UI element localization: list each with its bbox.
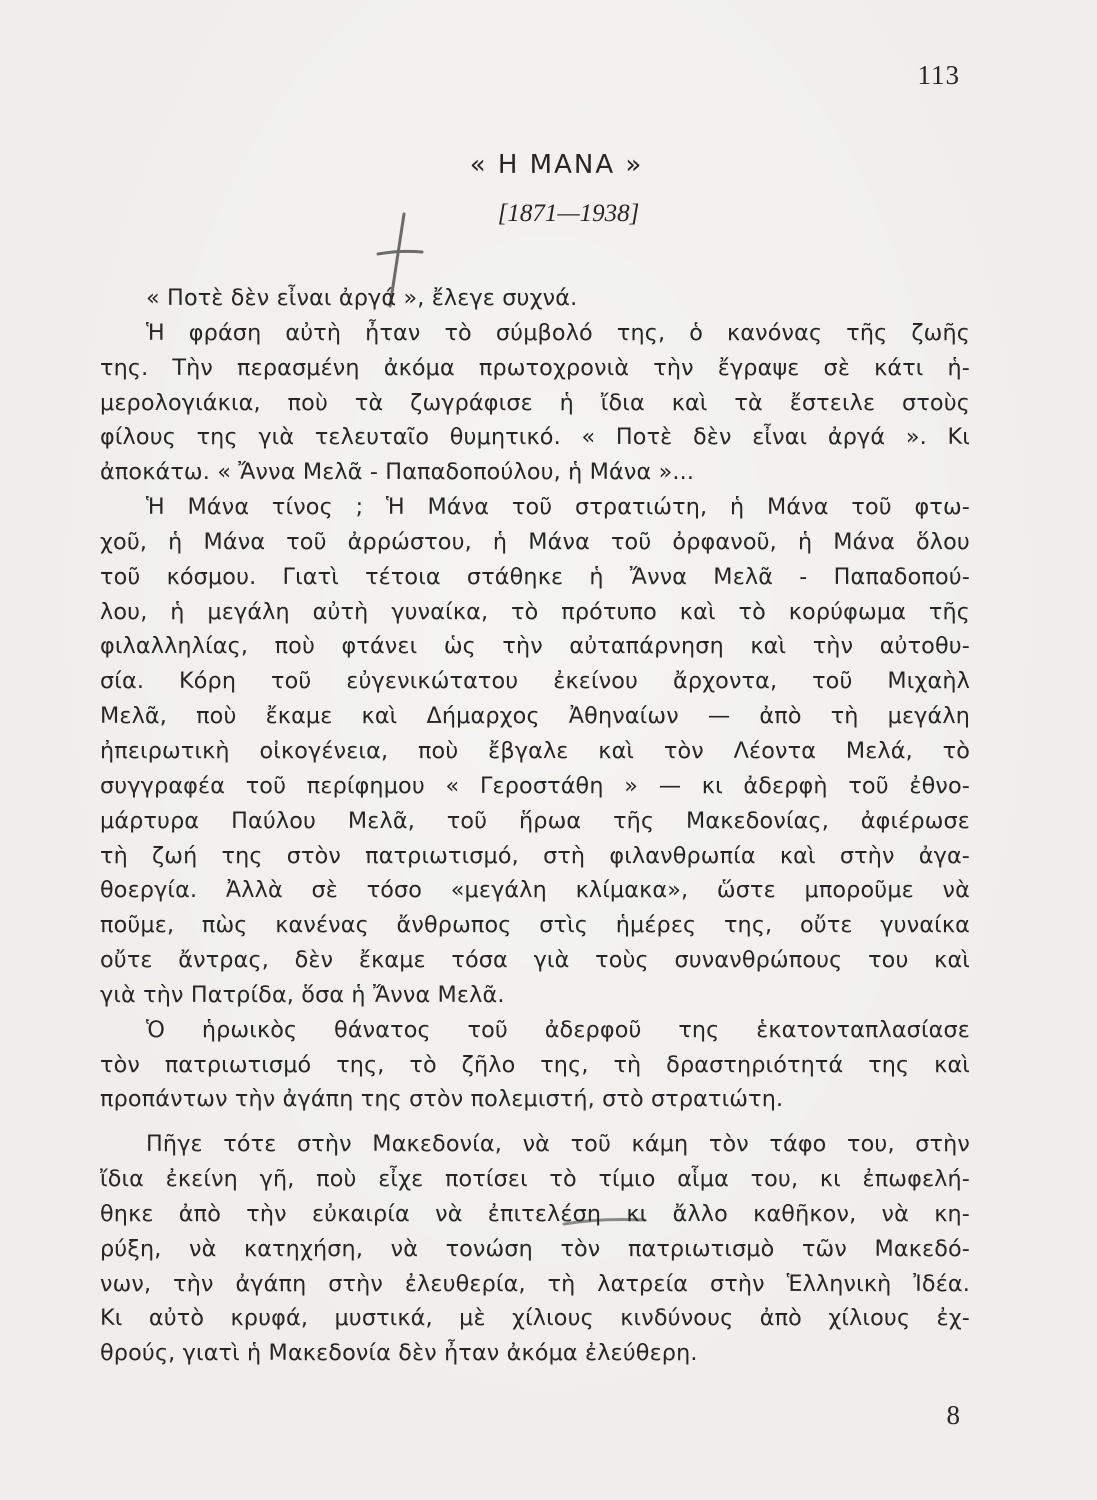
- text-line: Πῆγε τότε στὴν Μακεδονία, νὰ τοῦ κάμη τὸν τάφο του, στὴν: [146, 1131, 970, 1158]
- signature-number: 8: [946, 1400, 960, 1430]
- text-line: φίλους της γιὰ τελευταῖο θυμητικό. « Ποτὲ δὲν εἶναι ἀργά ». Κι: [100, 424, 970, 451]
- text-line: Ὁ ἡρωικὸς θάνατος τοῦ ἀδερφοῦ της ἑκατονταπλασίασε: [146, 1016, 970, 1043]
- text-line: προπάντων τὴν ἀγάπη της στὸν πολεμιστή, στὸ στρατιώτη.: [100, 1086, 784, 1113]
- text-line: φιλαλληλίας, ποὺ φτάνει ὡς τὴν αὐταπάρνηση καὶ τὴν αὐτοθυ-: [100, 633, 970, 660]
- text-line: Ἡ Μάνα τίνος ; Ἡ Μάνα τοῦ στρατιώτη, ἡ Μάνα τοῦ φτω-: [146, 494, 970, 521]
- text-line: χοῦ, ἡ Μάνα τοῦ ἀρρώστου, ἡ Μάνα τοῦ ὀρφανοῦ, ἡ Μάνα ὅλου: [100, 528, 970, 555]
- text-line: ἀποκάτω. « Ἄννα Μελᾶ - Παπαδοπούλου, ἡ Μάνα »...: [100, 459, 695, 486]
- text-line: νων, τὴν ἀγάπη στὴν ἐλευθερία, τὴ λατρεία στὴν Ἑλληνικὴ Ἰδέα.: [100, 1270, 970, 1297]
- text-line: ρύξη, νὰ κατηχήση, νὰ τονώση τὸν πατριωτισμὸ τῶν Μακεδό-: [100, 1235, 970, 1262]
- text-line: ἠπειρωτικὴ οἰκογένεια, ποὺ ἔβγαλε καὶ τὸν Λέοντα Μελά, τὸ: [100, 737, 970, 764]
- text-line: θοεργία. Ἀλλὰ σὲ τόσο «μεγάλη κλίμακα», ὥστε μποροῦμε νὰ: [100, 877, 970, 904]
- text-line: οὔτε ἄντρας, δὲν ἔκαμε τόσα γιὰ τοὺς συνανθρώπους του καὶ: [100, 947, 970, 974]
- text-line: « Ποτὲ δὲν εἶναι ἀργά », ἔλεγε συχνά.: [146, 285, 578, 311]
- text-line: Μελᾶ, ποὺ ἔκαμε καὶ Δήμαρχος Ἀθηναίων — ἀπὸ τὴ μεγάλη: [100, 703, 970, 730]
- text-line: συγγραφέα τοῦ περίφημου « Γεροστάθη » — κι ἀδερφὴ τοῦ ἐθνο-: [100, 772, 970, 799]
- text-line: θρούς, γιατὶ ἡ Μακεδονία δὲν ἦταν ἀκόμα ἐλεύθερη.: [100, 1340, 698, 1367]
- text-line: τὴ ζωή της στὸν πατριωτισμό, στὴ φιλανθρωπία καὶ στὴν ἀγα-: [100, 842, 970, 869]
- chapter-dates: [1871—1938]: [497, 200, 640, 227]
- text-line: Ἡ φράση αὐτὴ ἦταν τὸ σύμβολό της, ὁ κανόνας τῆς ζωῆς: [146, 319, 970, 346]
- text-line: ποῦμε, πὼς κανένας ἄνθρωπος στὶς ἡμέρες της, οὔτε γυναίκα: [100, 912, 970, 939]
- text-line: μερολογιάκια, ποὺ τὰ ζωγράφισε ἡ ἴδια καὶ τὰ ἔστειλε στοὺς: [100, 389, 970, 416]
- text-line: θηκε ἀπὸ τὴν εὐκαιρία νὰ ἐπιτελέση κι ἄλλο καθῆκον, νὰ κη-: [100, 1200, 970, 1227]
- text-line: τὸν πατριωτισμό της, τὸ ζῆλο της, τὴ δραστηριότητά της καὶ: [100, 1051, 970, 1078]
- body-text: [100, 281, 970, 1371]
- text-line: μάρτυρα Παύλου Μελᾶ, τοῦ ἥρωα τῆς Μακεδονίας, ἀφιέρωσε: [100, 807, 970, 834]
- page-number: 113: [917, 60, 960, 90]
- text-line: σία. Κόρη τοῦ εὐγενικώτατου ἐκείνου ἄρχοντα, τοῦ Μιχαὴλ: [100, 668, 970, 695]
- text-line: γιὰ τὴν Πατρίδα, ὅσα ἡ Ἄννα Μελᾶ.: [100, 981, 505, 1008]
- chapter-title: « Η ΜΑΝΑ »: [469, 150, 644, 180]
- text-line: Κι αὐτὸ κρυφά, μυστικά, μὲ χίλιους κινδύνους ἀπὸ χίλιους ἐχ-: [100, 1305, 970, 1332]
- text-line: λου, ἡ μεγάλη αὐτὴ γυναίκα, τὸ πρότυπο καὶ τὸ κορύφωμα τῆς: [100, 598, 970, 625]
- text-line: τοῦ κόσμου. Γιατὶ τέτοια στάθηκε ἡ Ἄννα Μελᾶ - Παπαδοπού-: [100, 563, 970, 590]
- text-line: ἴδια ἐκείνη γῆ, ποὺ εἶχε ποτίσει τὸ τίμιο αἷμα του, κι ἐπωφελή-: [100, 1166, 970, 1193]
- text-line: της. Τὴν περασμένη ἀκόμα πρωτοχρονιὰ τὴν ἔγραψε σὲ κάτι ἡ-: [100, 354, 970, 381]
